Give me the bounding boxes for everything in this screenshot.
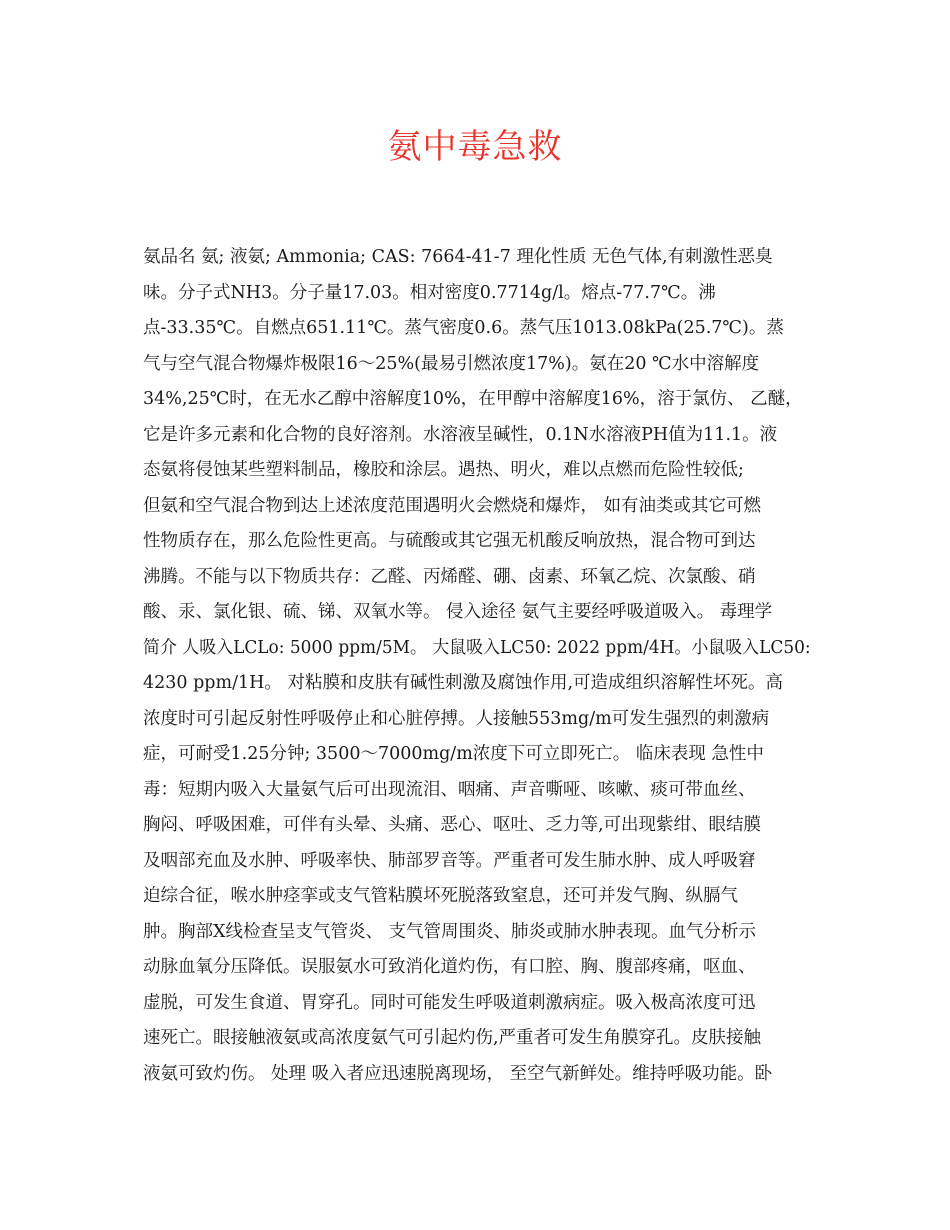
body-line: 胸闷、呼吸困难，可伴有头晕、头痛、恶心、呕吐、乏力等,可出现紫绀、眼结膜 [143, 815, 762, 835]
body-line: 迫综合征，喉水肿痉挛或支气管粘膜坏死脱落致窒息，还可并发气胸、纵膈气 [143, 886, 738, 906]
body-line: 动脉血氧分压降低。误服氨水可致消化道灼伤，有口腔、胸、腹部疼痛，呕血、 [143, 957, 756, 977]
body-line: 气与空气混合物爆炸极限16～25%(最易引燃浓度17%)。氨在20 ℃水中溶解度 [143, 353, 760, 374]
document-body [143, 240, 811, 1092]
body-line: 34%,25℃时，在无水乙醇中溶解度10%，在甲醇中溶解度16%，溶于氯仿、 乙醚， [143, 389, 803, 409]
body-line: 虚脱，可发生食道、胃穿孔。同时可能发生呼吸道刺激病症。吸入极高浓度可迅 [143, 992, 756, 1013]
body-line: 点-33.35℃。自燃点651.11℃。蒸气密度0.6。蒸气压1013.08kPa(25.7℃)。蒸 [143, 318, 784, 338]
body-line: 速死亡。眼接触液氨或高浓度氨气可引起灼伤,严重者可发生角膜穿孔。皮肤接触 [143, 1028, 762, 1048]
body-line: 沸腾。不能与以下物质共存：乙醛、丙烯醛、硼、卤素、环氧乙烷、次氯酸、硝 [143, 566, 756, 587]
body-line: 症，可耐受1.25分钟; 3500～7000mg/m浓度下可立即死亡。 临床表现 急性中 [143, 744, 764, 764]
body-line: 但氨和空气混合物到达上述浓度范围遇明火会燃烧和爆炸， 如有油类或其它可燃 [143, 495, 762, 516]
body-line: 酸、汞、氯化银、硫、锑、双氧水等。 侵入途径 氨气主要经呼吸道吸入。 毒理学 [143, 602, 773, 622]
body-line: 肿。胸部X线检查呈支气管炎、 支气管周围炎、肺炎或肺水肿表现。血气分析示 [143, 921, 757, 942]
body-line: 4230 ppm/1H。 对粘膜和皮肤有碱性刺激及腐蚀作用,可造成组织溶解性坏死。高 [143, 673, 784, 693]
body-line: 毒：短期内吸入大量氨气后可出现流泪、咽痛、声音嘶哑、咳嗽、痰可带血丝、 [143, 779, 756, 800]
body-line: 氨品名 氨; 液氨; Ammonia; CAS: 7664-41-7 理化性质 无色气体,有刺激性恶臭 [143, 247, 773, 267]
body-line: 浓度时可引起反射性呼吸停止和心脏停搏。人接触553mg/m可发生强烈的刺激病 [143, 708, 770, 729]
body-line: 简介 人吸入LCLo: 5000 ppm/5M。 大鼠吸入LC50: 2022 ppm/4H。小鼠吸入LC50: [143, 637, 811, 658]
body-line: 态氨将侵蚀某些塑料制品，橡胶和涂层。遇热、明火，难以点燃而危险性较低; [143, 460, 744, 480]
body-line: 及咽部充血及水肿、呼吸率快、肺部罗音等。严重者可发生肺水肿、成人呼吸窘 [143, 850, 756, 871]
body-line: 液氨可致灼伤。 处理 吸入者应迅速脱离现场， 至空气新鲜处。维持呼吸功能。卧 [143, 1063, 773, 1084]
body-line: 性物质存在，那么危险性更高。与硫酸或其它强无机酸反响放热，混合物可到达 [143, 531, 756, 551]
body-line: 它是许多元素和化合物的良好溶剂。水溶液呈碱性，0.1N水溶液PH值为11.1。液 [143, 424, 778, 445]
document-title: 氨中毒急救 [387, 127, 563, 167]
body-line: 味。分子式NH3。分子量17.03。相对密度0.7714g/l。熔点-77.7℃。沸 [143, 282, 716, 303]
